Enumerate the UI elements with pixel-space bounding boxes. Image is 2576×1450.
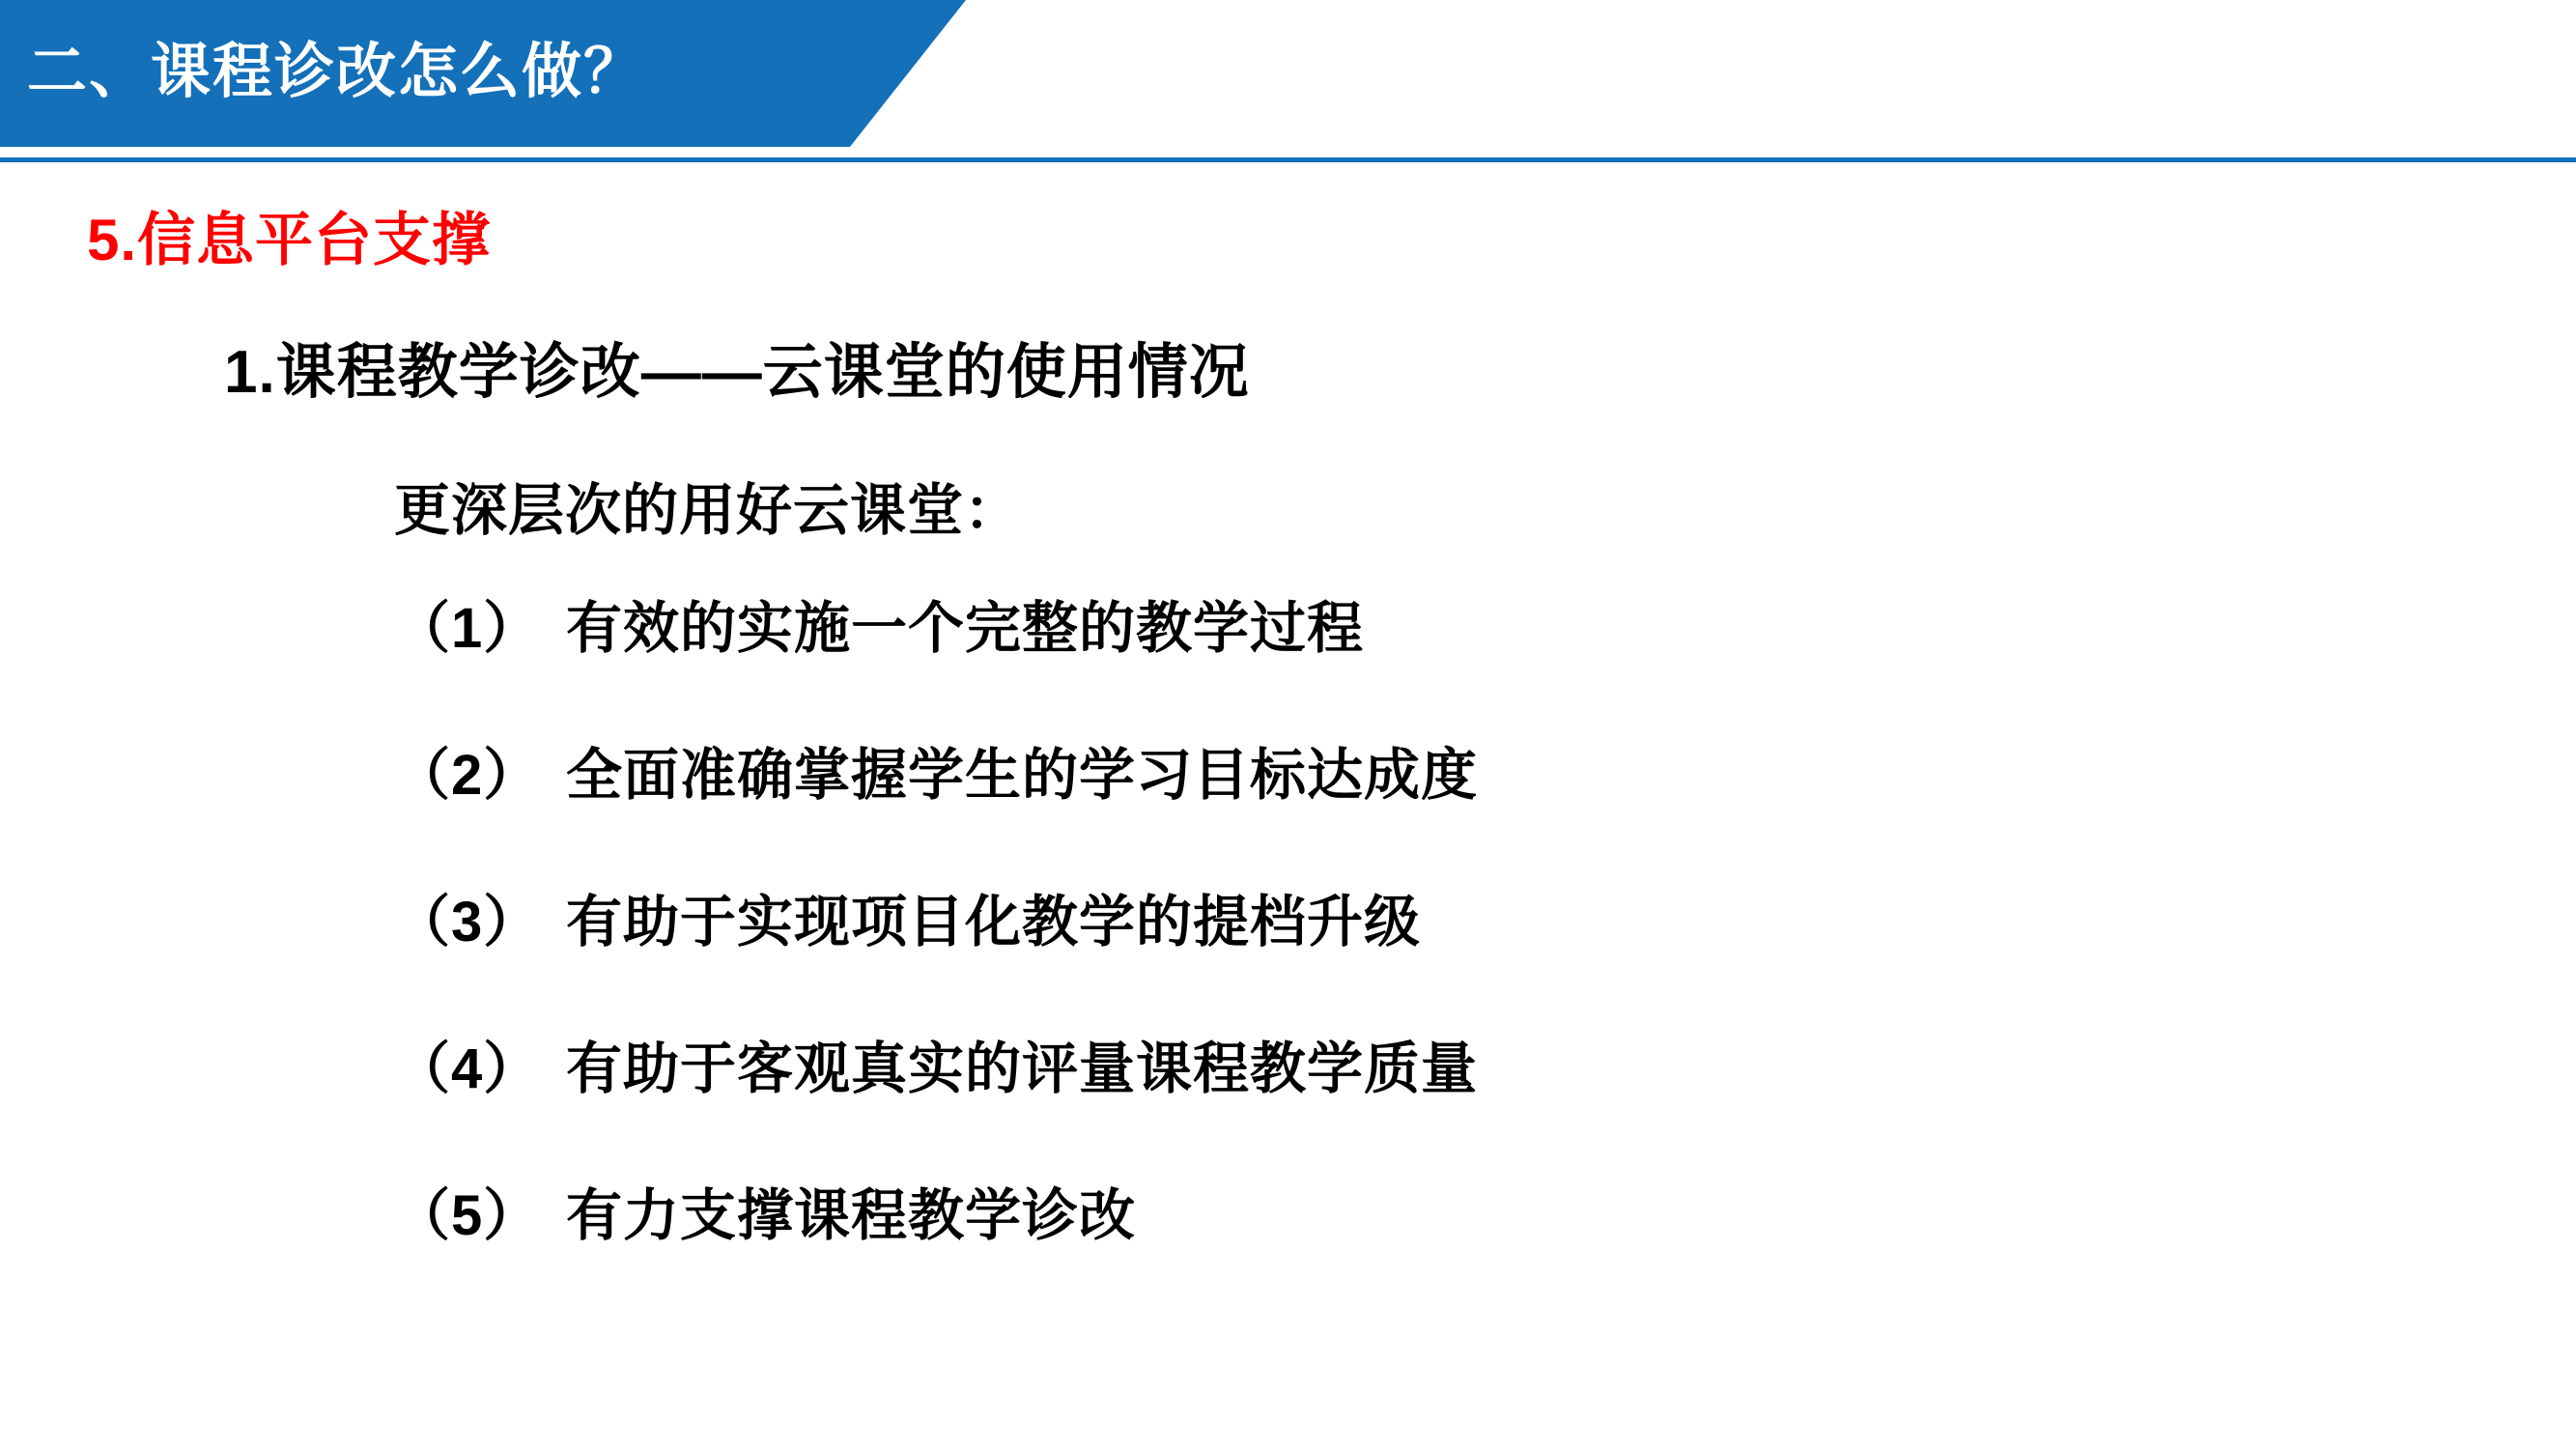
subsection-title: 1.课程教学诊改——云课堂的使用情况 xyxy=(224,339,1250,406)
list-item-label: 有效的实施一个完整的教学过程 xyxy=(566,597,1365,660)
page-title: 二、课程诊改怎么做？ xyxy=(27,39,646,105)
list-item xyxy=(394,583,2229,729)
header-rule-mask xyxy=(0,147,918,157)
header-divider-rule xyxy=(0,157,2576,162)
list-item-label: 全面准确掌握学生的学习目标达成度 xyxy=(566,744,1479,807)
lead-line: 更深层次的用好云课堂： xyxy=(394,479,1022,542)
list-item-label: 有助于实现项目化教学的提档升级 xyxy=(566,891,1422,953)
bullet-list xyxy=(394,583,2229,1317)
list-item xyxy=(394,1023,2229,1170)
list-item-marker: （5） xyxy=(394,1184,541,1247)
list-item xyxy=(394,876,2229,1023)
list-item-label: 有助于客观真实的评量课程教学质量 xyxy=(566,1038,1479,1100)
list-item xyxy=(394,1170,2229,1317)
slide-content xyxy=(0,157,2576,1450)
list-item-label: 有力支撑课程教学诊改 xyxy=(566,1184,1137,1247)
list-item xyxy=(394,729,2229,876)
section-title: 5.信息平台支撑 xyxy=(87,208,492,272)
list-item-marker: （2） xyxy=(394,744,541,807)
list-item-marker: （3） xyxy=(394,891,541,953)
list-item-marker: （1） xyxy=(394,597,541,660)
list-item-marker: （4） xyxy=(394,1038,541,1100)
